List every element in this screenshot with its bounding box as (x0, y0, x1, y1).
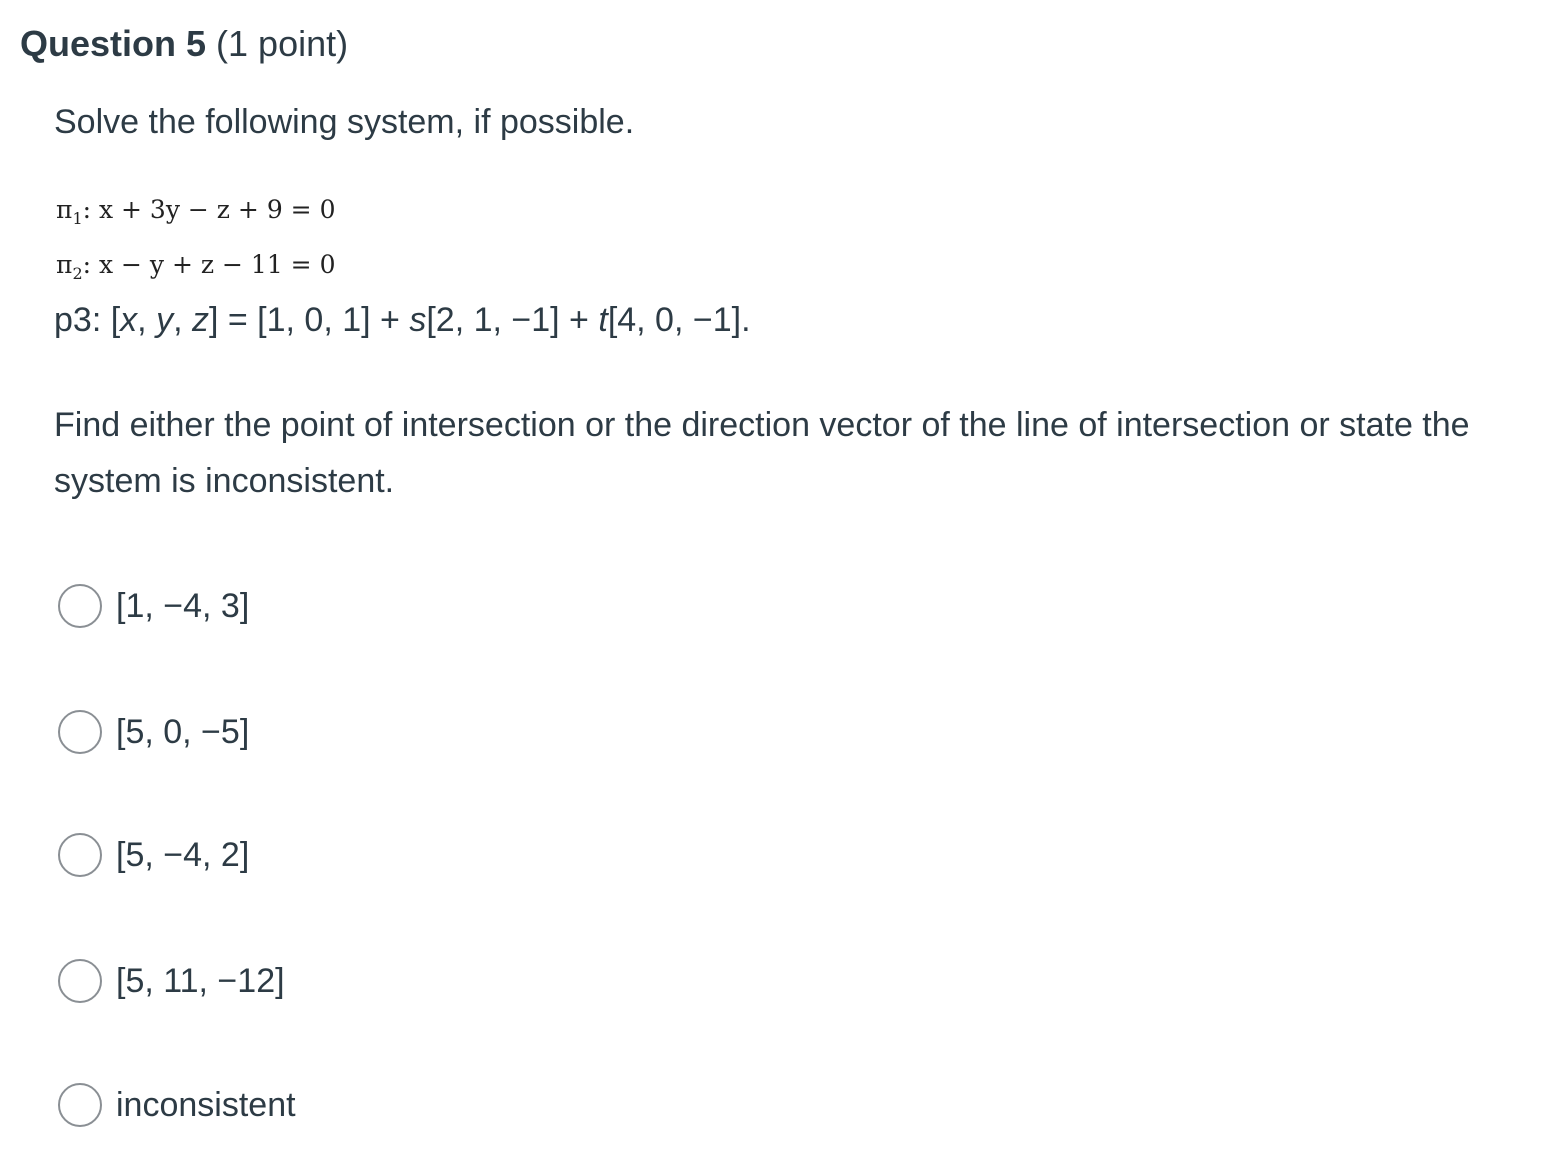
p3-label: p3: [ (54, 301, 121, 339)
radio-button[interactable] (58, 584, 102, 628)
pi-symbol: π (56, 195, 73, 224)
pi-subscript: 1 (72, 209, 83, 228)
answer-option-3[interactable] (58, 833, 249, 877)
question-header (20, 22, 348, 66)
plane-equation-1 (56, 195, 335, 234)
answer-option-5[interactable] (58, 1083, 296, 1127)
answer-option-2[interactable] (58, 710, 249, 754)
radio-button[interactable] (58, 833, 102, 877)
answer-label: [5, 0, −5] (116, 713, 250, 751)
radio-button[interactable] (58, 959, 102, 1003)
plane-equation-3 (54, 298, 751, 342)
var-y: y (156, 301, 174, 339)
answer-label: [1, −4, 3] (116, 587, 250, 625)
equation-body: : x − y + z − 11 = 0 (82, 250, 336, 279)
param-t: t (598, 301, 608, 339)
radio-button[interactable] (58, 710, 102, 754)
pi-subscript: 2 (72, 264, 83, 283)
question-prompt: Solve the following system, if possible. (54, 103, 635, 141)
direction-vector-1: [2, 1, −1] + (426, 301, 599, 339)
var-x: x (120, 301, 138, 339)
answer-option-1[interactable] (58, 584, 249, 628)
radio-button[interactable] (58, 1083, 102, 1127)
param-s: s (409, 301, 427, 339)
question-title: Question 5 (20, 23, 207, 64)
point-vector: ] = [1, 0, 1] + (208, 301, 410, 339)
answer-option-4[interactable] (58, 959, 285, 1003)
answer-label: [5, −4, 2] (116, 836, 250, 874)
plane-equation-2 (56, 250, 335, 289)
answer-label: [5, 11, −12] (116, 962, 285, 1000)
question-points: (1 point) (216, 23, 349, 64)
equation-body: : x + 3y − z + 9 = 0 (82, 195, 336, 224)
separator: , (137, 301, 157, 339)
question-instruction: Find either the point of intersection or the direction vector of the line of intersection or state the system is inconsistent. (54, 406, 1470, 500)
var-z: z (191, 301, 209, 339)
pi-symbol: π (56, 250, 73, 279)
answer-label: inconsistent (116, 1086, 296, 1124)
separator: , (173, 301, 192, 339)
direction-vector-2: [4, 0, −1]. (607, 301, 751, 339)
